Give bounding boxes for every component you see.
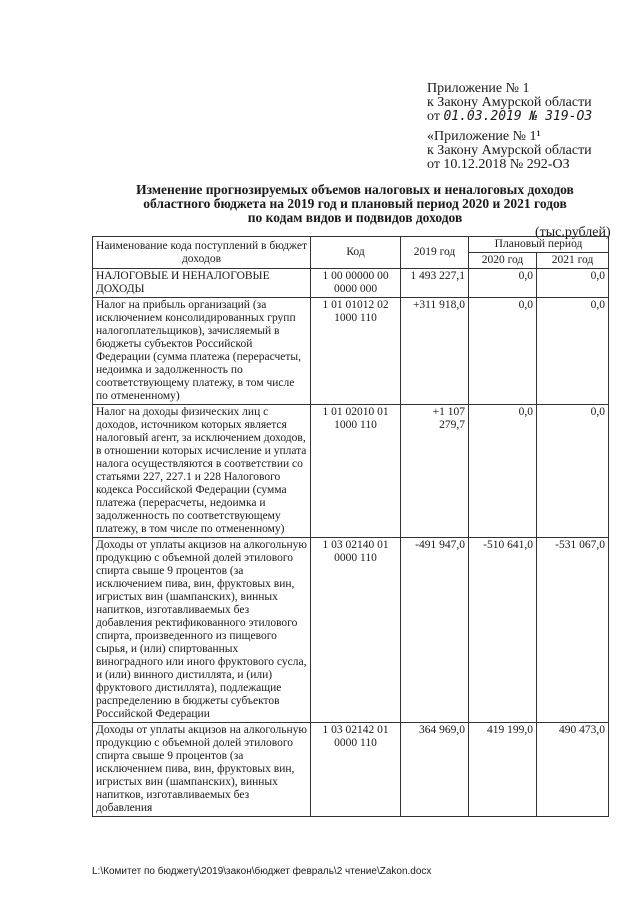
- row-2019: 1 493 227,1: [401, 269, 469, 298]
- file-path-footer: L:\Комитет по бюджету\2019\закон\бюджет февраль\2 чтение\Zakon.docx: [92, 866, 432, 877]
- row-2020: 419 199,0: [469, 723, 537, 817]
- header-2020: 2020 год: [469, 253, 537, 269]
- appendix-1-date-prefix: от: [427, 109, 440, 124]
- appendix-1-title: Приложение № 1: [427, 81, 530, 96]
- row-2021: 490 473,0: [537, 723, 609, 817]
- row-name: Налог на прибыль организаций (за исключением консолидированных групп налогоплательщиков), зачисляемый в бюджеты субъектов Российской Федерации (сумма платежа (перерасчеты, недоимка и задолженность по соответствующему платежу, в том числе по отмененному): [93, 298, 311, 405]
- row-2020: 0,0: [469, 298, 537, 405]
- row-name: Доходы от уплаты акцизов на алкогольную продукцию с объемной долей этилового спирта свыше 9 процентов (за исключением пива, вин, фруктовых вин, игристых вин (шампанских), винных напитков, изготавливаемых без добавления ректификованного этилового спирта, произведенного из пищевого сырья, и (или) спиртованных виноградного или иного фруктового сусла, и (или) винного дистиллята, и (или) фруктового дистиллята), подлежащие распределению в бюджеты субъектов Российской Федерации: [93, 538, 311, 723]
- title-line-1: Изменение прогнозируемых объемов налоговых и неналоговых доходов: [136, 182, 574, 197]
- appendix-1-date: [427, 110, 592, 124]
- table-row: [93, 298, 609, 405]
- row-code: 1 03 02142 01 0000 110: [311, 723, 401, 817]
- row-2020: -510 641,0: [469, 538, 537, 723]
- title-line-3: по кодам видов и подвидов доходов: [247, 210, 463, 225]
- table-header-row: [93, 237, 609, 253]
- row-name: Налог на доходы физических лиц с доходов, источником которых является налоговый агент, за исключением доходов, в отношении которых исчисление и уплата налога осуществляются в соответствии со статьями 227, 227.1 и 228 Налогового кодекса Российской Федерации (сумма платежа (перерасчеты, недоимка и задолженность по соответствующему платежу, в том числе по отмененному): [93, 405, 311, 538]
- row-2019: -491 947,0: [401, 538, 469, 723]
- appendix-1-law: к Закону Амурской области: [427, 95, 592, 110]
- row-2021: 0,0: [537, 269, 609, 298]
- row-2020: 0,0: [469, 269, 537, 298]
- header-name: Наименование кода поступлений в бюджет доходов: [93, 237, 311, 269]
- row-2019: +1 107 279,7: [401, 405, 469, 538]
- title-line-2: областного бюджета на 2019 год и плановый период 2020 и 2021 годов: [143, 196, 567, 211]
- header-2021: 2021 год: [537, 253, 609, 269]
- header-2019: 2019 год: [401, 237, 469, 269]
- row-2020: 0,0: [469, 405, 537, 538]
- row-2021: -531 067,0: [537, 538, 609, 723]
- appendix-2-law: к Закону Амурской области: [427, 143, 592, 158]
- row-name: Доходы от уплаты акцизов на алкогольную продукцию с объемной долей этилового спирта свыше 9 процентов (за исключением пива, вин, фруктовых вин, игристых вин (шампанских), винных напитков, изготавливаемых без добавления: [93, 723, 311, 817]
- table-row: [93, 723, 609, 817]
- row-2021: 0,0: [537, 298, 609, 405]
- row-code: 1 00 00000 00 0000 000: [311, 269, 401, 298]
- appendix-1-handwritten-date: 01.03.2019 № 319-ОЗ: [443, 109, 593, 124]
- row-name: НАЛОГОВЫЕ И НЕНАЛОГОВЫЕ ДОХОДЫ: [93, 269, 311, 298]
- budget-table: [92, 236, 609, 817]
- row-2019: 364 969,0: [401, 723, 469, 817]
- appendix-1-header: [427, 82, 592, 124]
- row-code: 1 03 02140 01 0000 110: [311, 538, 401, 723]
- appendix-2-title: «Приложение № 1¹: [427, 129, 541, 144]
- units-label: (тыс.рублей): [535, 225, 611, 240]
- appendix-2-header: [427, 130, 592, 172]
- row-2021: 0,0: [537, 405, 609, 538]
- row-code: 1 01 02010 01 1000 110: [311, 405, 401, 538]
- table-row: [93, 538, 609, 723]
- row-2019: +311 918,0: [401, 298, 469, 405]
- row-code: 1 01 01012 02 1000 110: [311, 298, 401, 405]
- table-row: [93, 269, 609, 298]
- header-planned-period: Плановый период: [469, 237, 609, 253]
- header-code: Код: [311, 237, 401, 269]
- document-title: [100, 183, 610, 225]
- table-row: [93, 405, 609, 538]
- appendix-2-date: от 10.12.2018 № 292-ОЗ: [427, 157, 570, 172]
